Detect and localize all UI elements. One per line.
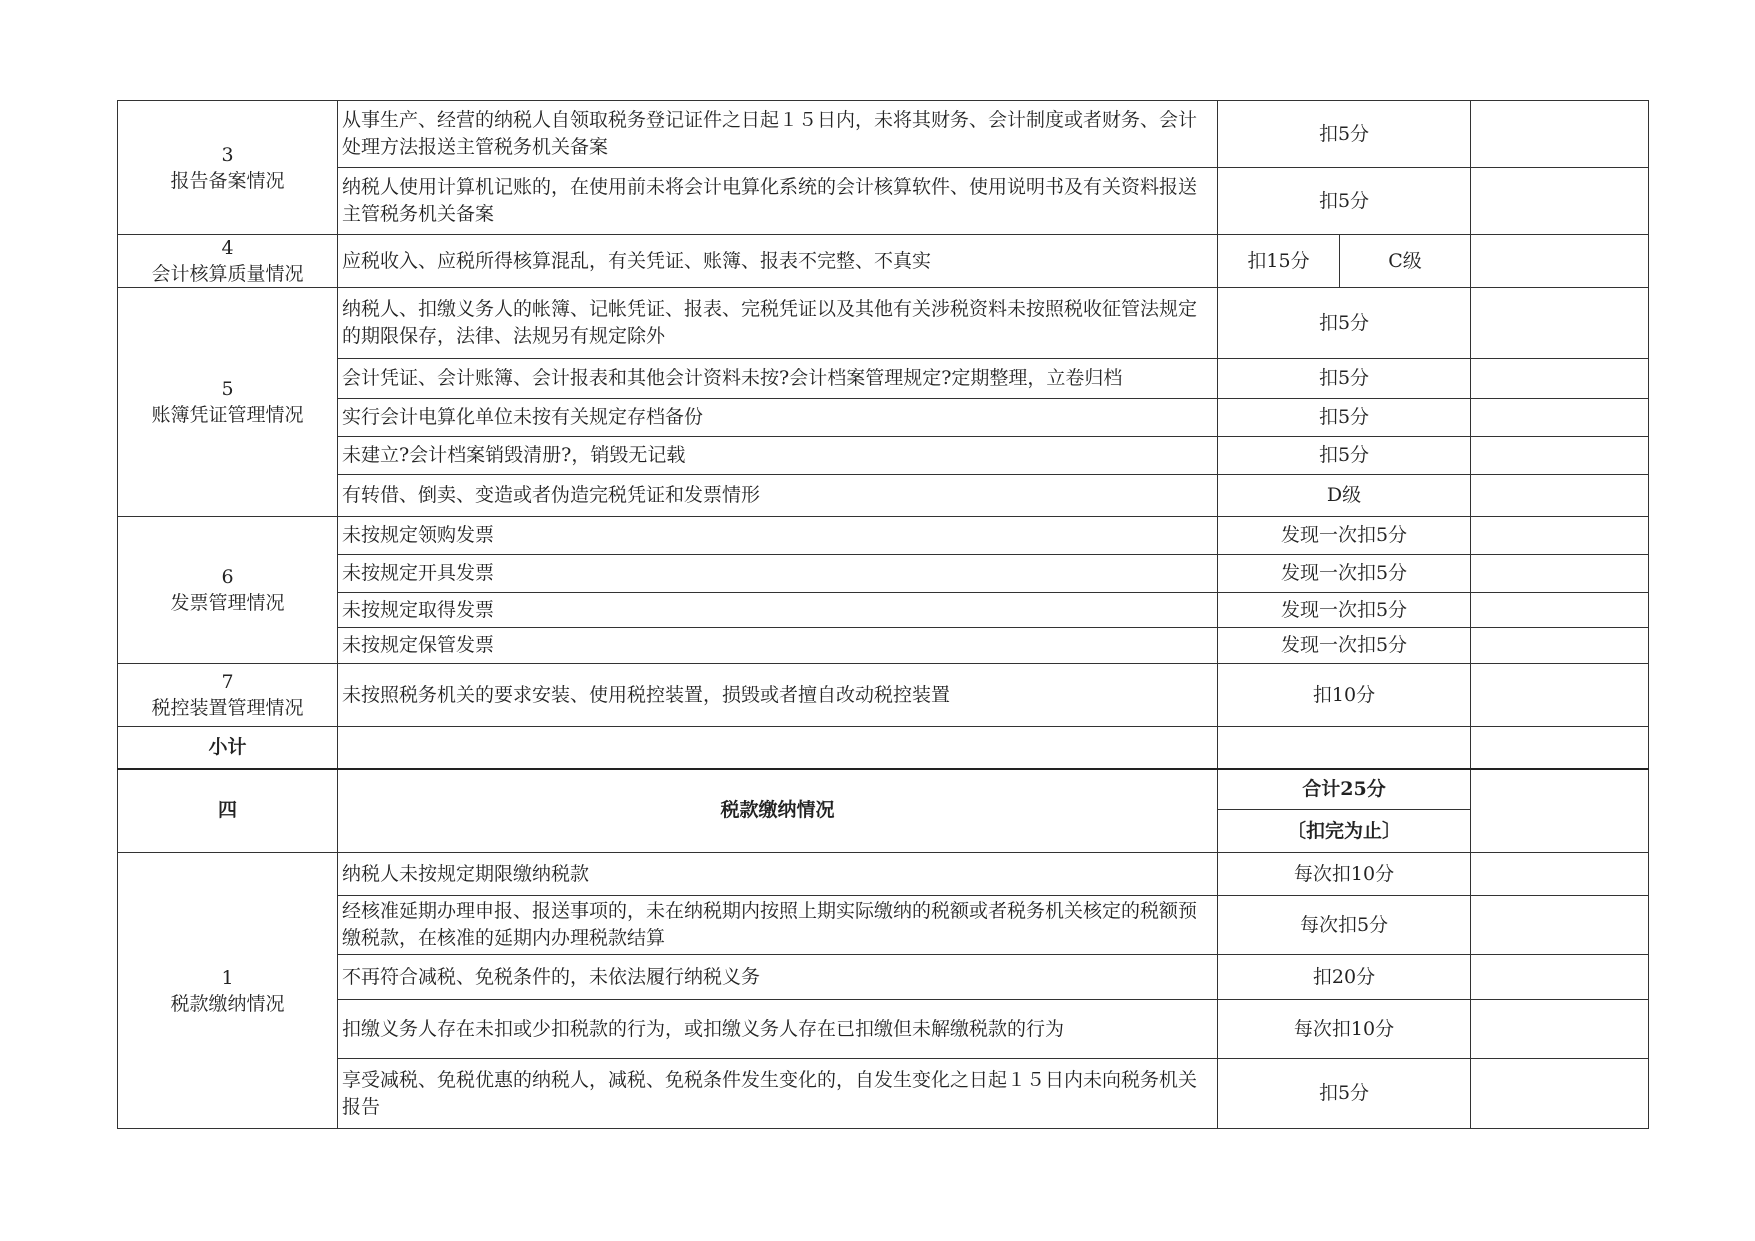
score-cell: 发现一次扣5分: [1218, 555, 1471, 593]
category-name: 账簿凭证管理情况: [151, 404, 304, 426]
category-cell: [118, 517, 338, 664]
score-cell: D级: [1218, 475, 1471, 517]
empty-cell: [1471, 437, 1649, 475]
section-total: 合计25分: [1218, 769, 1471, 810]
item-text: 未按规定取得发票: [338, 593, 1218, 628]
table-row: [118, 955, 1649, 1000]
item-text: 扣缴义务人存在未扣或少扣税款的行为，或扣缴义务人存在已扣缴但未解缴税款的行为: [338, 1000, 1218, 1059]
score-cell: 扣5分: [1218, 399, 1471, 437]
empty-cell: [1471, 517, 1649, 555]
category-name: 报告备案情况: [170, 169, 285, 192]
score-cell: 扣10分: [1218, 664, 1471, 727]
category-cell: [118, 288, 338, 517]
empty-cell: [1471, 628, 1649, 664]
category-cell: [118, 664, 338, 727]
category-number: 3: [221, 143, 234, 166]
table-row: [118, 168, 1649, 235]
table-row: [118, 853, 1649, 896]
section-header-row: [118, 769, 1649, 810]
item-text: 经核准延期办理申报、报送事项的，未在纳税期内按照上期实际缴纳的税额或者税务机关核定的税额预缴税款，在核准的延期内办理税款结算: [338, 896, 1218, 955]
item-text: 实行会计电算化单位未按有关规定存档备份: [338, 399, 1218, 437]
category-number: 5: [221, 378, 234, 400]
empty-cell: [1471, 101, 1649, 168]
empty-cell: [1471, 288, 1649, 359]
category-name: 税控装置管理情况: [151, 697, 304, 719]
empty-cell: [1471, 555, 1649, 593]
score-cell: 扣5分: [1218, 168, 1471, 235]
item-text: 未建立?会计档案销毁清册?，销毁无记载: [338, 437, 1218, 475]
empty-cell: [1471, 399, 1649, 437]
score-cell: 每次扣10分: [1218, 1000, 1471, 1059]
category-number: 6: [221, 566, 234, 588]
table-row: [118, 1059, 1649, 1129]
empty-cell: [1471, 593, 1649, 628]
empty-cell: [1471, 475, 1649, 517]
empty-cell: [1218, 727, 1471, 769]
section-title: 税款缴纳情况: [338, 769, 1218, 853]
empty-cell: [1471, 727, 1649, 769]
table-row: [118, 475, 1649, 517]
item-text: 纳税人未按规定期限缴纳税款: [338, 853, 1218, 896]
empty-cell: [1471, 853, 1649, 896]
item-text: 享受减税、免税优惠的纳税人，减税、免税条件发生变化的，自发生变化之日起１５日内未向税务机关报告: [338, 1059, 1218, 1129]
item-text: 未按照税务机关的要求安装、使用税控装置，损毁或者擅自改动税控装置: [338, 664, 1218, 727]
category-cell: [118, 235, 338, 288]
section-number: 四: [118, 769, 338, 853]
score-cell: 扣15分: [1218, 235, 1340, 288]
table-row: [118, 399, 1649, 437]
empty-cell: [1471, 359, 1649, 399]
table-row: [118, 288, 1649, 359]
empty-cell: [1471, 896, 1649, 955]
table-row: [118, 664, 1649, 727]
item-text: 有转借、倒卖、变造或者伪造完税凭证和发票情形: [338, 475, 1218, 517]
empty-cell: [1471, 235, 1649, 288]
empty-cell: [1471, 955, 1649, 1000]
item-text: 纳税人使用计算机记账的，在使用前未将会计电算化系统的会计核算软件、使用说明书及有关资料报送主管税务机关备案: [338, 168, 1218, 235]
table-row: [118, 235, 1649, 288]
empty-cell: [338, 727, 1218, 769]
category-name: 会计核算质量情况: [151, 263, 304, 285]
score-cell: 发现一次扣5分: [1218, 593, 1471, 628]
category-name: 税款缴纳情况: [170, 992, 285, 1015]
score-cell: 发现一次扣5分: [1218, 628, 1471, 664]
score-cell: 扣5分: [1218, 101, 1471, 168]
table-row: [118, 593, 1649, 628]
category-name: 发票管理情况: [170, 592, 285, 614]
table-row: [118, 555, 1649, 593]
score-cell: 扣5分: [1218, 288, 1471, 359]
tax-evaluation-table: [117, 100, 1649, 1129]
item-text: 不再符合减税、免税条件的，未依法履行纳税义务: [338, 955, 1218, 1000]
score-cell: 每次扣10分: [1218, 853, 1471, 896]
item-text: 未按规定保管发票: [338, 628, 1218, 664]
section-note: 〔扣完为止〕: [1218, 810, 1471, 853]
item-text: 从事生产、经营的纳税人自领取税务登记证件之日起１５日内，未将其财务、会计制度或者财务、会计处理方法报送主管税务机关备案: [338, 101, 1218, 168]
score-cell: 扣20分: [1218, 955, 1471, 1000]
table-row: [118, 628, 1649, 664]
subtotal-row: [118, 727, 1649, 769]
empty-cell: [1471, 769, 1649, 853]
item-text: 应税收入、应税所得核算混乱，有关凭证、账簿、报表不完整、不真实: [338, 235, 1218, 288]
score-cell: 扣5分: [1218, 437, 1471, 475]
empty-cell: [1471, 1000, 1649, 1059]
table-row: [118, 101, 1649, 168]
score-cell: 扣5分: [1218, 1059, 1471, 1129]
category-number: 4: [221, 237, 234, 259]
category-number: 1: [221, 966, 234, 989]
score-cell: 发现一次扣5分: [1218, 517, 1471, 555]
table-row: [118, 896, 1649, 955]
item-text: 纳税人、扣缴义务人的帐簿、记帐凭证、报表、完税凭证以及其他有关涉税资料未按照税收征管法规定的期限保存，法律、法规另有规定除外: [338, 288, 1218, 359]
category-cell: [118, 101, 338, 235]
empty-cell: [1471, 664, 1649, 727]
item-text: 未按规定开具发票: [338, 555, 1218, 593]
item-text: 未按规定领购发票: [338, 517, 1218, 555]
empty-cell: [1471, 168, 1649, 235]
score-cell: 扣5分: [1218, 359, 1471, 399]
table-row: [118, 517, 1649, 555]
grade-cell: C级: [1340, 235, 1471, 288]
item-text: 会计凭证、会计账簿、会计报表和其他会计资料未按?会计档案管理规定?定期整理，立卷归档: [338, 359, 1218, 399]
empty-cell: [1471, 1059, 1649, 1129]
category-cell: [118, 853, 338, 1129]
table-row: [118, 1000, 1649, 1059]
table-row: [118, 359, 1649, 399]
category-number: 7: [221, 671, 234, 693]
table-row: [118, 437, 1649, 475]
score-cell: 每次扣5分: [1218, 896, 1471, 955]
subtotal-label: 小计: [118, 727, 338, 769]
